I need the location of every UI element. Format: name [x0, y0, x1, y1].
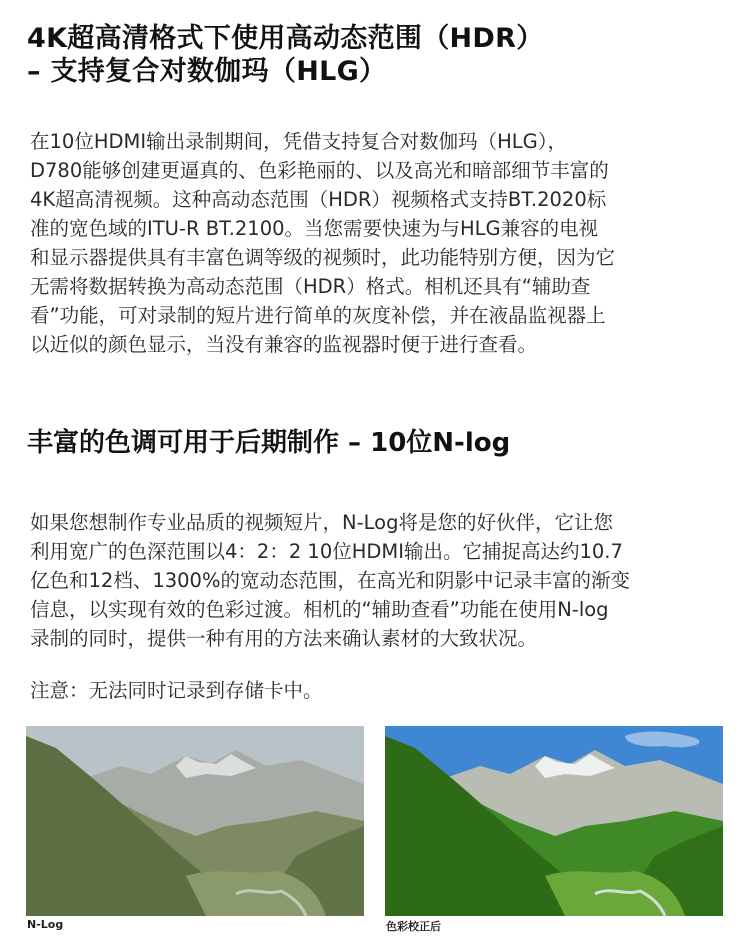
corrected-caption: 色彩校正后: [386, 920, 441, 933]
section1-title: [27, 22, 727, 88]
note-text: 注意：无法同时记录到存储卡中。: [30, 679, 323, 702]
body-line: 和显示器提供具有丰富色调等级的视频时，此功能特别方便，因为它: [30, 246, 616, 269]
section2-body: [30, 508, 720, 653]
section2-title: 丰富的色调可用于后期制作 – 10位N-log: [27, 428, 511, 458]
landscape-image: [385, 726, 723, 916]
body-line: 亿色和12档、1300%的宽动态范围，在高光和阴影中记录丰富的渐变: [30, 569, 630, 592]
body-line: D780能够创建更逼真的、色彩艳丽的、以及高光和暗部细节丰富的: [30, 159, 609, 182]
nlog-landscape-photo: [26, 726, 364, 916]
body-line: 如果您想制作专业品质的视频短片，N-Log将是您的好伙伴，它让您: [30, 511, 613, 534]
body-line: 信息，以实现有效的色彩过渡。相机的“辅助查看”功能在使用N-log: [30, 598, 609, 621]
landscape-image: [26, 726, 364, 916]
section1-title-line: 4K超高清格式下使用高动态范围（HDR）: [27, 23, 544, 54]
body-line: 看”功能，可对录制的短片进行简单的灰度补偿，并在液晶监视器上: [30, 304, 606, 327]
body-line: 无需将数据转换为高动态范围（HDR）格式。相机还具有“辅助查: [30, 275, 591, 298]
nlog-caption: N-Log: [27, 918, 64, 931]
section1-body: [30, 127, 720, 359]
corrected-landscape-photo: [385, 726, 723, 916]
section1-title-line: – 支持复合对数伽玛（HLG）: [27, 56, 387, 87]
body-line: 4K超高清视频。这种高动态范围（HDR）视频格式支持BT.2020标: [30, 188, 607, 211]
body-line: 录制的同时，提供一种有用的方法来确认素材的大致状况。: [30, 627, 538, 650]
body-line: 利用宽广的色深范围以4：2：2 10位HDMI输出。它捕捉高达约10.7: [30, 540, 623, 563]
body-line: 以近似的颜色显示，当没有兼容的监视器时便于进行查看。: [30, 333, 538, 356]
body-line: 准的宽色域的ITU-R BT.2100。当您需要快速为与HLG兼容的电视: [30, 217, 599, 240]
body-line: 在10位HDMI输出录制期间，凭借支持复合对数伽玛（HLG），: [30, 130, 567, 153]
